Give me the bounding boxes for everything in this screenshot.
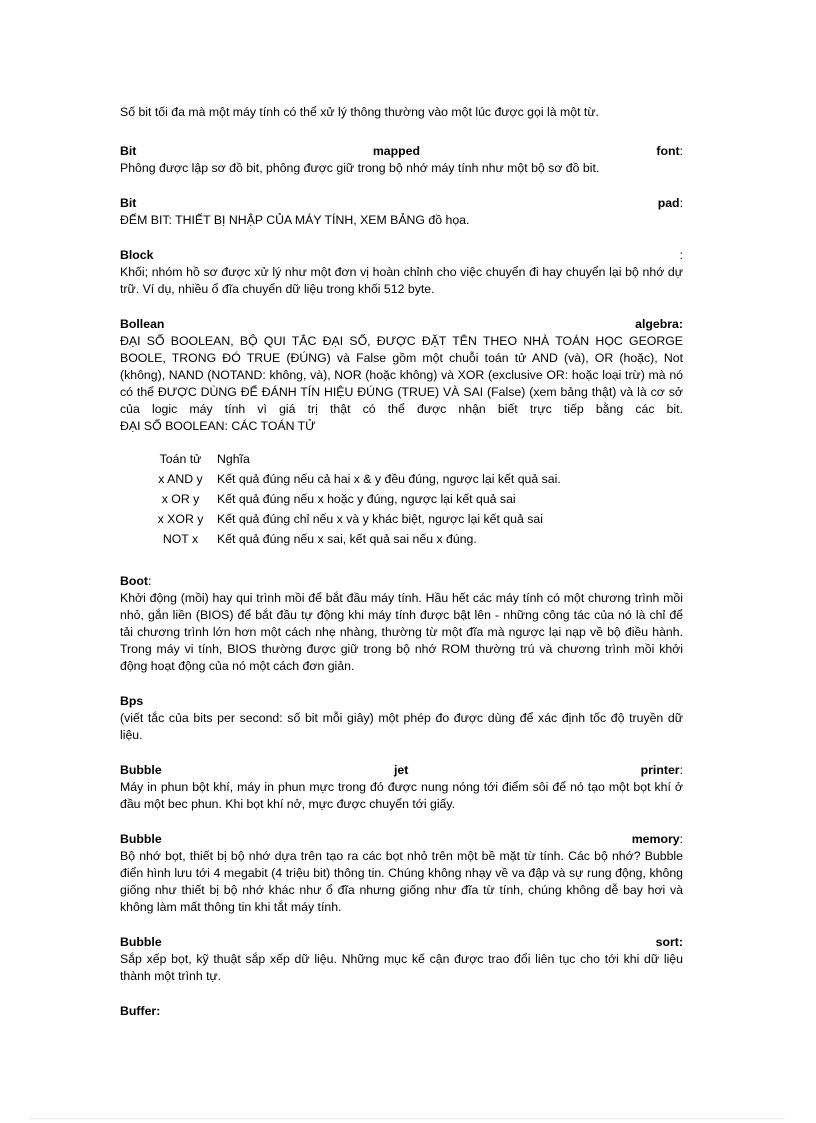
operator-cell: x OR y [161, 492, 200, 506]
entry-term [120, 195, 683, 212]
document-page [120, 104, 683, 1038]
table-row [144, 531, 561, 551]
entry-definition: (viết tắc của bits per second: số bit mỗi giây) một phép đo được dùng để xác định tốc độ truyền dữ liệu. [120, 711, 683, 742]
term-word: Bit [120, 196, 137, 210]
entry-buffer [120, 1003, 683, 1020]
table-row [144, 471, 561, 491]
page-bottom-divider [30, 1118, 786, 1119]
term-word: memory: [631, 832, 683, 846]
term-word: jet [393, 763, 409, 777]
term-word: Buffer: [120, 1004, 161, 1018]
entry-term [120, 316, 683, 333]
term-word: Boot [120, 574, 148, 588]
entry-definition: Phông được lập sơ đồ bit, phông được giữ trong bộ nhớ máy tính như một bộ sơ đồ bit. [120, 161, 600, 175]
entry-definition: ĐẠI SỐ BOOLEAN, BỘ QUI TẮC ĐẠI SỐ, ĐƯỢC ĐẶT TÊN THEO NHÀ TOÁN HỌC GEORGE BOOLE, TRONG ĐÓ TRUE (ĐÚNG) và False gồm một chuỗi toán tử AND (và), OR (hoặc), Not (không), NAND (NOTAND: không, và), NOR (hoặc không) và XOR (exclusive OR: hoặc loại trừ) mà nó có thể ĐƯỢC DÙNG ĐỂ ĐÁNH TÍN HIỆU ĐÚNG (TRUE) VÀ SAI (False) (xem bảng thật) và là cơ sở của logic máy tính vì giá trị thật có thể được nhận biết trực tiếp bằng các bit. [120, 334, 683, 416]
term-word: printer: [640, 763, 683, 777]
term-word: Bollean [120, 317, 165, 331]
term-suffix: : [679, 248, 683, 262]
entry-term [120, 143, 683, 160]
term-word: Bubble [120, 935, 162, 949]
term-word: sort: [655, 935, 683, 949]
term-word: mapped [372, 144, 420, 158]
meaning-cell: Kết quả đúng nếu x sai, kết quả sai nếu x đúng. [217, 532, 477, 546]
table-header-operator: Toán tử [159, 452, 202, 466]
entry-bps [120, 693, 683, 744]
entry-definition: Sắp xếp bọt, kỹ thuật sắp xếp dữ liệu. Những mục kế cận được trao đổi liên tục cho tới khi dữ liệu thành một trình tự. [120, 952, 683, 983]
operators-table [144, 451, 561, 551]
entry-term [120, 693, 683, 710]
entry-bubble-memory [120, 831, 683, 916]
term-word: Bubble [120, 763, 162, 777]
operators-subheading: ĐẠI SỐ BOOLEAN: CÁC TOÁN TỬ [120, 419, 316, 433]
entry-definition: Máy in phun bột khí, máy in phun mực trong đó được nung nóng tới điểm sôi để nó tạo một bọt khí ở đầu một bec phun. Khi bọt khí nở, mực được chuyển tới giấy. [120, 780, 683, 811]
term-word: algebra: [635, 317, 683, 331]
entry-term [120, 934, 683, 951]
entry-bollean-algebra [120, 316, 683, 551]
term-suffix: : [148, 574, 152, 588]
meaning-cell: Kết quả đúng nếu cả hai x & y đều đúng, ngược lại kết quả sai. [217, 472, 561, 486]
entry-term [120, 831, 683, 848]
entry-term [120, 573, 683, 590]
term-word: Bps [120, 694, 144, 708]
entry-bit-mapped-font [120, 143, 683, 177]
term-word: pad: [657, 196, 683, 210]
entry-bubble-sort [120, 934, 683, 985]
entry-bit-pad [120, 195, 683, 229]
entry-block [120, 247, 683, 298]
meaning-cell: Kết quả đúng chỉ nếu x và y khác biệt, ngược lại kết quả sai [217, 512, 543, 526]
table-row [144, 491, 561, 511]
intro-paragraph: Số bit tối đa mà một máy tính có thể xử lý thông thường vào một lúc được gọi là một từ. [120, 105, 599, 119]
meaning-cell: Kết quả đúng nếu x hoặc y đúng, ngược lại kết quả sai [217, 492, 516, 506]
entry-term [120, 247, 683, 264]
operator-cell: x AND y [158, 472, 203, 486]
entry-definition: ĐẾM BIT: THIẾT BỊ NHẬP CỦA MÁY TÍNH, XEM BẢNG đồ họa. [120, 213, 470, 227]
term-word: font: [656, 144, 684, 158]
entry-term [120, 762, 683, 779]
entry-definition: Khởi động (mồi) hay qui trình mồi để bắt đầu máy tính. Hầu hết các máy tính có một chương trình mồi nhỏ, gắn liền (BIOS) để bắt đầu tự động khi máy tính được bật lên - những công tác của nó là chỉ để tải chương trình lớn hơn một cách nhẹ nhàng, thường từ một đĩa mà ngược lại nạp về bộ điều hành. Trong máy vi tính, BIOS thường được giữ trong bộ nhớ ROM thường trú và chương trình mồi khởi động hoạt động của nó một cách đơn giản. [120, 591, 683, 673]
term-word: Bit [120, 144, 137, 158]
entry-definition: Bộ nhớ bọt, thiết bị bộ nhớ dựa trên tạo ra các bọt nhỏ trên một bề mặt từ tính. Các bộ nhớ? Bubble điển hình lưu tới 4 megabit (4 triệu bit) thông tin. Chúng không nhạy về va đập và sự rung động, không giống như thiết bị bộ nhớ khác như ổ đĩa nhưng giống như đĩa từ tính, chúng không dễ bay hơi và không làm mất thông tin khi tắt máy tính. [120, 849, 683, 914]
table-row [144, 511, 561, 531]
operator-cell: NOT x [162, 532, 199, 546]
term-word: Bubble [120, 832, 162, 846]
entry-term [120, 1003, 683, 1020]
entry-definition: Khối; nhóm hồ sơ được xử lý như một đơn vị hoàn chỉnh cho việc chuyển đi hay chuyển lại bộ nhớ dự trữ. Ví dụ, nhiều ổ đĩa chuyển dữ liệu trong khối 512 byte. [120, 265, 683, 296]
table-header-meaning: Nghĩa [217, 452, 250, 466]
entry-bubble-jet-printer [120, 762, 683, 813]
operator-cell: x XOR y [157, 512, 204, 526]
entry-boot [120, 573, 683, 675]
term-word: Block [120, 248, 154, 262]
table-header-row [144, 451, 561, 471]
